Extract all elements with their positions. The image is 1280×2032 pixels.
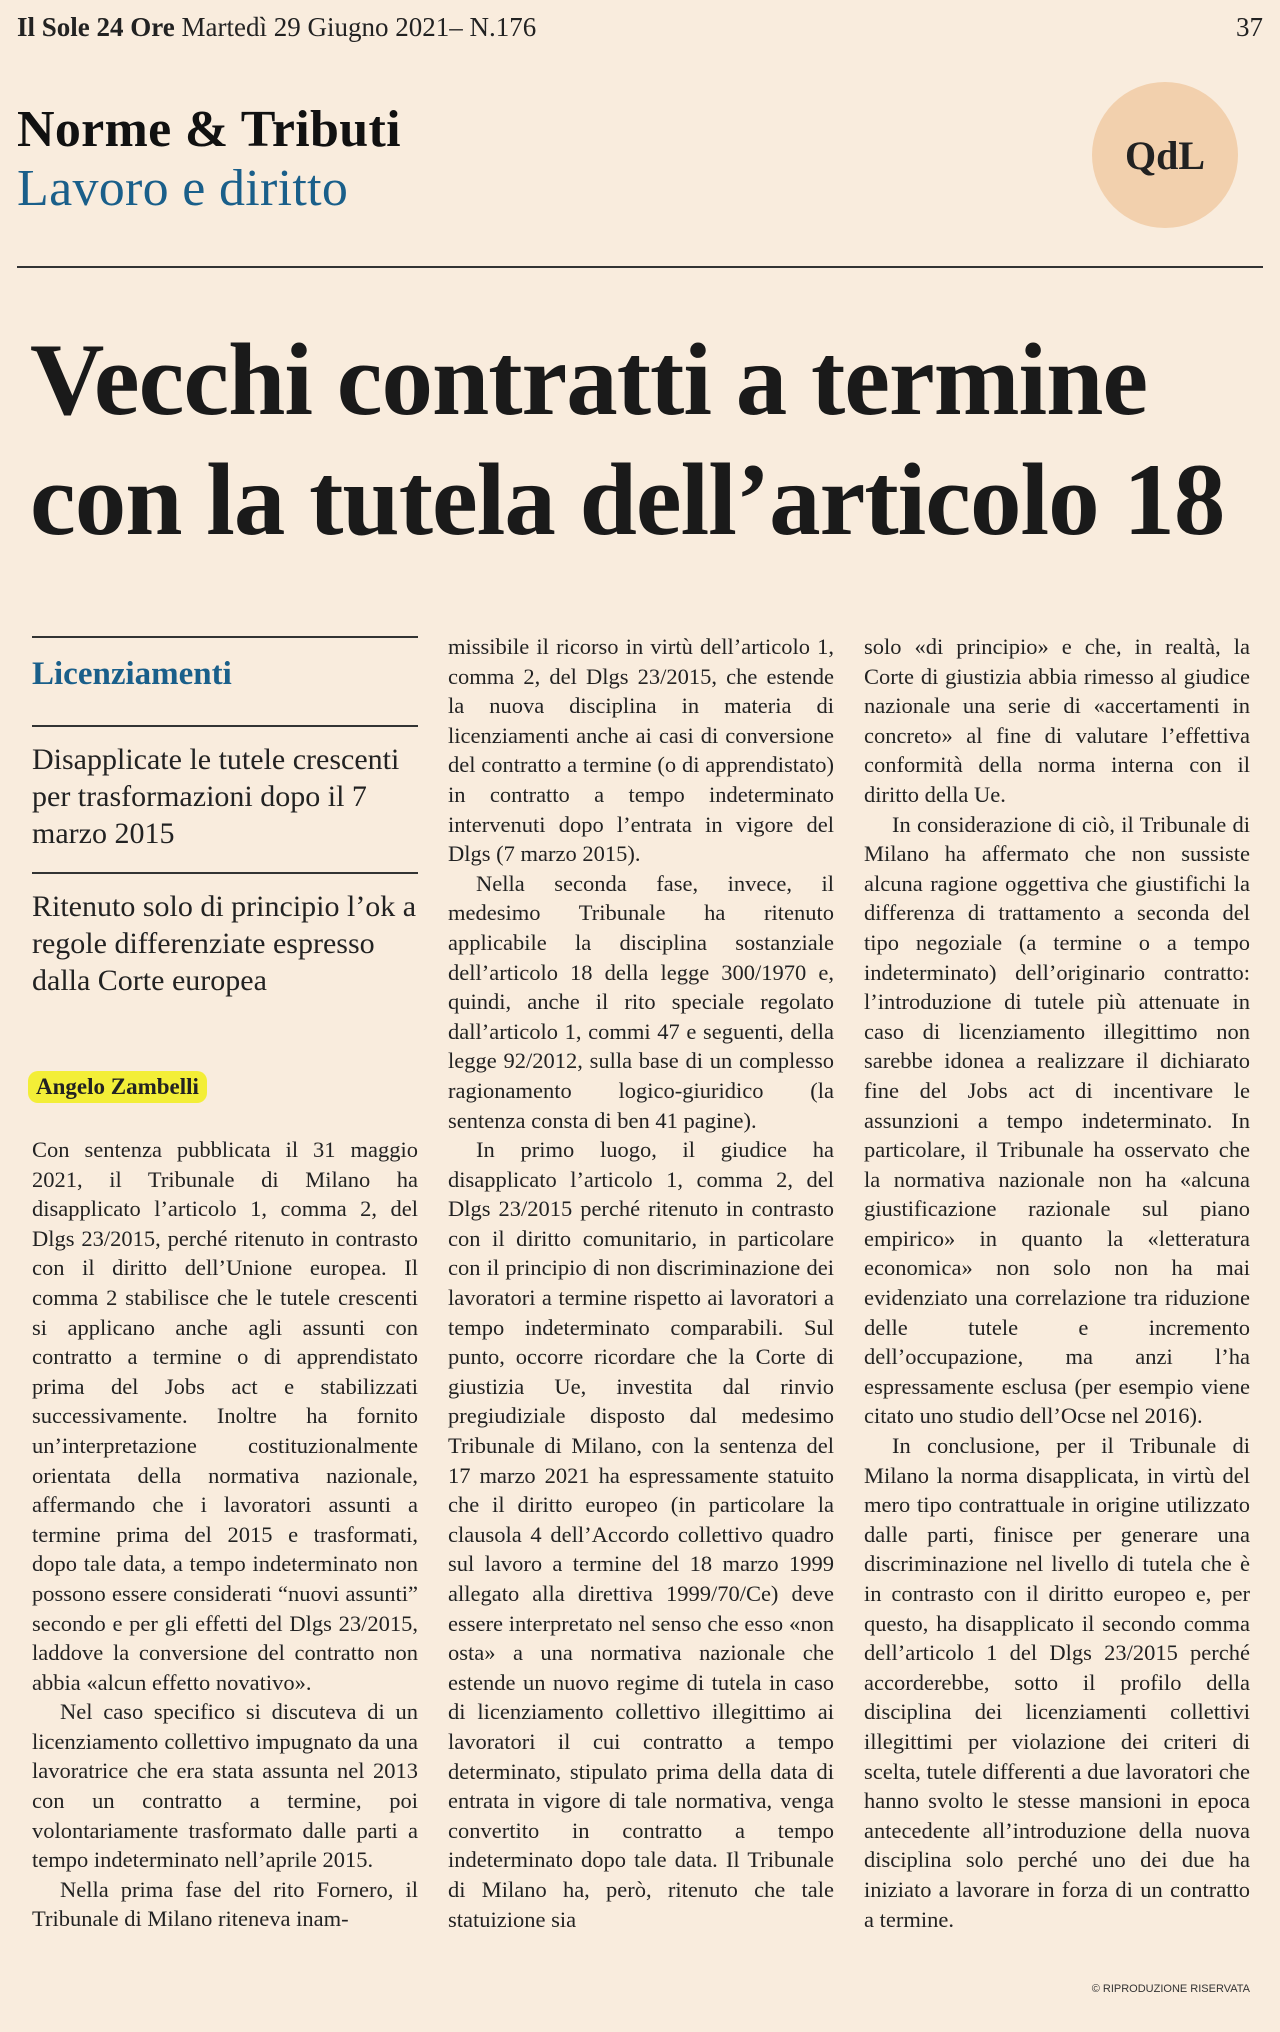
paragraph: In primo luogo, il giudice ha disapplicato l’articolo 1, comma 2, del Dlgs 23/2015 perché ritenuto in contrasto con il diritto comunitario, in particolare con il principio di non discriminazione dei lavoratori a termine rispetto ai lavoratori a tempo indeterminato comparabili. Sul punto, occorre ricordare che la Corte di giustizia Ue, investita dal rinvio pregiudiziale disposto dal medesimo Tribunale di Milano, con la sentenza del 17 marzo 2021 ha espressamente statuito che il diritto europeo (in particolare la clausola 4 dell’Accordo collettivo quadro sul lavoro a termine del 18 marzo 1999 allegato alla direttiva 1999/70/Ce) deve essere interpretato nel senso che esso «non osta» a una normativa nazionale che estende un nuovo regime di tutela in caso di licenziamento collettivo illegittimo ai lavoratori il cui contratto a tempo determinato, stipulato prima della data di entrata in vigore di tale normativa, venga convertito in contratto a tempo indeterminato dopo tale data. Il Tribunale di Milano ha, però, ritenuto che tale statuizione sia: [448, 1137, 834, 1932]
date-issue: Martedì 29 Giugno 2021– N.176: [181, 12, 537, 42]
page-number: 37: [1236, 12, 1263, 42]
divider: [32, 636, 418, 638]
header-divider: [17, 266, 1263, 268]
paragraph: Nel caso specifico si discuteva di un licenziamento collettivo impugnato da una lavoratrice che era stata assunta nel 2013 con un contratto a termine, poi volontariamente trasformato dalle parti a tempo indeterminato nell’aprile 2015.: [32, 1699, 418, 1873]
section-title: Norme & Tributi: [17, 101, 401, 158]
paragraph: In considerazione di ciò, il Tribunale di Milano ha affermato che non sussiste alcuna ragione oggettiva che giustifichi la differenza di trattamento a seconda del tipo negoziale (a termine o a tempo indeterminato) dell’originario contratto: l’introduzione di tutele più attenuate in caso di licenziamento illegittimo non sarebbe idonea a realizzare il dichiarato fine del Jobs act di incentivare le assunzioni a tempo indeterminato. In particolare, il Tribunale ha osservato che la normativa nazionale non ha «alcuna giustificazione razionale sul piano empirico» in quanto la «letteratura economica» non solo non ha mai evidenziato una correlazione tra riduzione delle tutele e incremento dell’occupazione, ma anzi l’ha espressamente esclusa (per esempio viene citato uno studio dell’Ocse nel 2016).: [864, 811, 1250, 1429]
masthead-info: [17, 12, 536, 43]
article-headline: [30, 320, 1260, 560]
section-subtitle: Lavoro e diritto: [17, 160, 349, 217]
author-byline: Angelo Zambelli: [28, 1071, 207, 1103]
summary-2: Ritenuto solo di principio l’ok a regole differenziate espresso dalla Corte europea: [32, 890, 417, 997]
headline-line-1: Vecchi contratti a termine: [30, 323, 1148, 437]
article-column-1: [32, 1135, 418, 1934]
headline-line-2: con la tutela dell’articolo 18: [30, 443, 1225, 557]
paragraph: In conclusione, per il Tribunale di Milano la norma disapplicata, in virtù del mero tipo contrattuale in origine utilizzato dalle parti, finisce per generare una discriminazione nel livello di tutela che è in contrasto con il diritto europeo e, per questo, ha disapplicato il secondo comma dell’articolo 1 del Dlgs 23/2015 perché accorderebbe, sotto il profilo della disciplina dei licenziamenti collettivi illegittimi per violazione dei criteri di scelta, tutele differenti a due lavoratori che hanno svolto le stesse mansioni in epoca antecedente all’introduzione della nuova disciplina solo perché uno dei due ha iniziato a lavorare in forza di un contratto a termine.: [864, 1433, 1250, 1932]
paragraph: solo «di principio» e che, in realtà, la Corte di giustizia abbia rimesso al giudice nazionale una serie di «accertamenti in concreto» al fine di valutare l’effettiva conformità della norma interna con il diritto della Ue.: [864, 634, 1250, 807]
paragraph: Nella prima fase del rito Fornero, il Tribunale di Milano riteneva inam-: [32, 1876, 418, 1932]
section-header: [17, 100, 401, 218]
paragraph: missibile il ricorso in virtù dell’articolo 1, comma 2, del Dlgs 23/2015, che estende la nuova disciplina in materia di licenziamenti anche ai casi di conversione del contratto a termine (o di apprendistato) in contratto a tempo indeterminato intervenuti dopo l’entrata in vigore del Dlgs (7 marzo 2015).: [448, 634, 834, 867]
qdl-badge: QdL: [1092, 82, 1238, 228]
masthead-bar: [17, 12, 1263, 52]
copyright-notice: © RIPRODUZIONE RISERVATA: [1091, 1983, 1250, 1995]
article-sidebar: [32, 636, 418, 1019]
article-column-3: [864, 632, 1250, 1934]
kicker: Licenziamenti: [32, 656, 232, 692]
summary-1: Disapplicate le tutele crescenti per trasformazioni dopo il 7 marzo 2015: [32, 743, 400, 850]
paragraph: Con sentenza pubblicata il 31 maggio 2021, il Tribunale di Milano ha disapplicato l’articolo 1, comma 2, del Dlgs 23/2015, perché ritenuto in contrasto con il diritto dell’Unione europea. Il comma 2 stabilisce che le tutele crescenti si applicano anche agli assunti con contratto a termine o di apprendistato prima del Jobs act e stabilizzati successivamente. Inoltre ha fornito un’interpretazione costituzionalmente orientata della normativa nazionale, affermando che i lavoratori assunti a termine prima del 2015 e trasformati, dopo tale data, a tempo indeterminato non possono essere considerati “nuovi assunti” secondo e per gli effetti del Dlgs 23/2015, laddove la conversione del contratto non abbia «alcun effetto novativo».: [32, 1137, 418, 1695]
paragraph: Nella seconda fase, invece, il medesimo Tribunale ha ritenuto applicabile la disciplina sostanziale dell’articolo 18 della legge 300/1970 e, quindi, anche il rito speciale regolato dall’articolo 1, commi 47 e seguenti, della legge 92/2012, sulla base di un complesso ragionamento logico-giuridico (la sentenza consta di ben 41 pagine).: [448, 870, 834, 1133]
article-column-2: [448, 632, 834, 1934]
paper-name: Il Sole 24 Ore: [17, 12, 175, 42]
